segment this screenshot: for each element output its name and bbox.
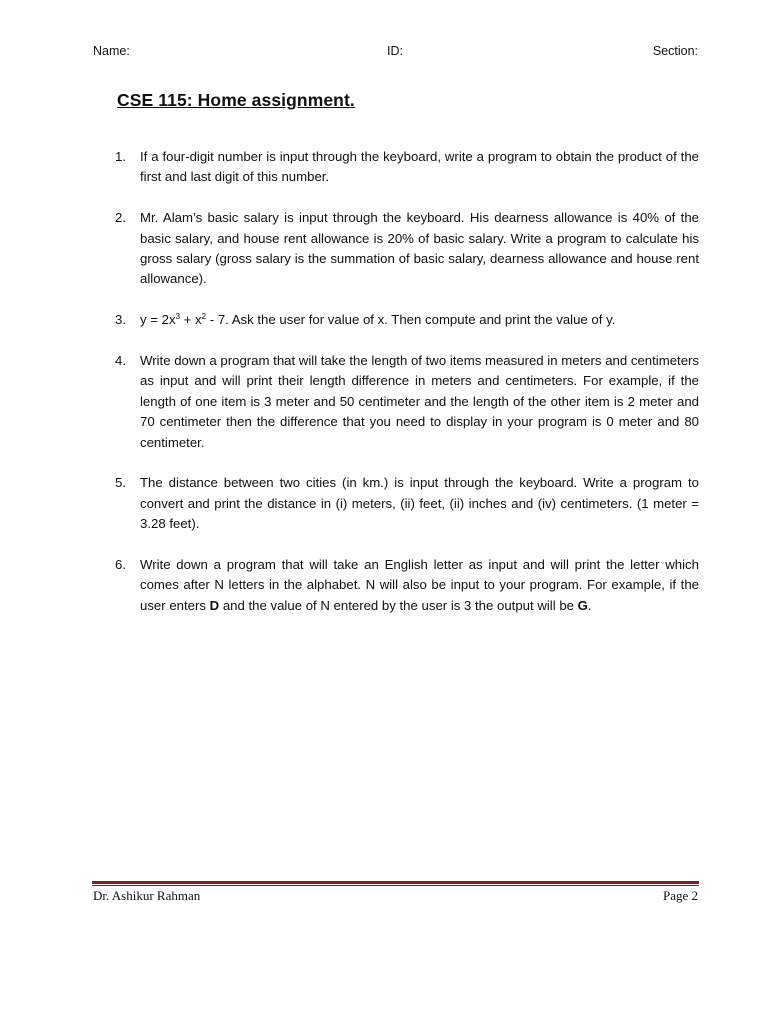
question-text: Write down a program that will take the length of two items measured in meters and centimeters as input and will print their length difference in meters and centimeters. For example, if the length of one item is 3 meter and 50 centimeter and the length of the other item is 2 meter and 70 centimeter then the difference that you need to display in your program is 0 meter and 80 centimeter. — [140, 353, 700, 450]
page-footer — [93, 888, 698, 906]
question-list — [115, 147, 699, 637]
name-label: Name: — [93, 44, 130, 58]
question-number: 6. — [115, 557, 126, 573]
bold-letter: G — [577, 597, 588, 613]
question-text: The distance between two cities (in km.) is input through the keyboard. Write a program to convert and print the distance in (i) meters, (ii) feet, (ii) inches and (iv) centimeters. (1 meter = 3.28 feet). — [140, 475, 699, 532]
equation-part: y = 2x — [140, 312, 176, 328]
footer-divider — [92, 881, 699, 884]
question-number: 5. — [115, 475, 126, 491]
question-number: 4. — [115, 353, 126, 369]
question-text — [140, 310, 699, 330]
bold-letter: D — [209, 597, 220, 613]
page-number: Page 2 — [662, 888, 698, 903]
question-text-part: and the value of N entered by the user is 3 the output will be — [219, 597, 578, 613]
page-header — [93, 44, 698, 62]
question-item — [115, 351, 699, 453]
footer-divider-thin — [92, 885, 699, 886]
question-text-part: Write down a program that will take an English letter as input and will print the letter which comes after N letters in the alphabet. N will also be input to your program. For example, if the user enters — [140, 557, 699, 613]
question-text: If a four-digit number is input through the keyboard, write a program to obtain the product of the first and last digit of this number. — [140, 149, 699, 185]
question-text: Mr. Alam’s basic salary is input through the keyboard. His dearness allowance is 40% of the basic salary, and house rent allowance is 20% of basic salary. Write a program to calculate his gross salary (gross salary is the summation of basic salary, dearness allowance and house rent allowance). — [140, 210, 699, 287]
question-item — [115, 555, 699, 616]
document-title: CSE 115: Home assignment. — [117, 90, 355, 110]
question-item — [115, 147, 699, 188]
exponent: 2 — [201, 312, 207, 322]
question-text-part: . — [587, 597, 592, 613]
question-item — [115, 208, 699, 290]
exponent: 3 — [175, 312, 181, 322]
question-number: 2. — [115, 210, 126, 226]
section-label: Section: — [652, 44, 698, 58]
question-item — [115, 473, 699, 534]
question-text-rest: - 7. Ask the user for value of x. Then compute and print the value of y. — [206, 312, 616, 328]
equation-part: + x — [180, 312, 202, 328]
question-number: 3. — [115, 312, 126, 328]
footer-author: Dr. Ashikur Rahman — [93, 888, 201, 903]
question-text — [140, 555, 699, 616]
question-item — [115, 310, 699, 330]
id-label: ID: — [387, 44, 403, 58]
question-number: 1. — [115, 149, 126, 164]
